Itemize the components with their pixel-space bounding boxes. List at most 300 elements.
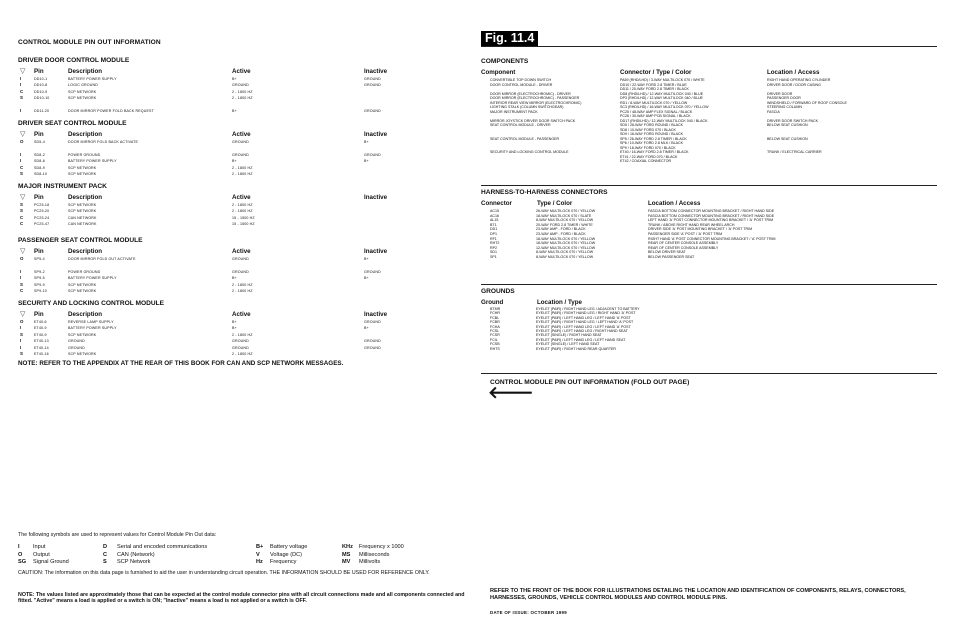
pin-type: O: [20, 319, 24, 324]
pin-type: S: [20, 281, 23, 287]
harness-connector: AL15: [490, 218, 499, 223]
component-name: [490, 159, 620, 163]
component-connector: ET41 / 22-WAY FORD 070 / BLACK: [620, 154, 678, 159]
harness-connector: AC16: [490, 213, 499, 218]
column-header-description: Description: [68, 194, 103, 201]
harness-header-type: Type / Color: [537, 200, 573, 207]
active-value: 2 - 1800 HZ: [232, 352, 253, 357]
inactive-value: B+: [364, 159, 369, 164]
column-header-inactive: Inactive: [364, 68, 388, 75]
harness-type: 18-WAY MULTILOCK 070 / SLATE: [536, 213, 592, 218]
harness-location: LEFT HAND 'A' POST CONNECTOR MOUNTING BRACKET / 'A' POST TRIM: [648, 218, 774, 223]
component-name: [490, 87, 620, 91]
active-value: B+: [232, 276, 237, 281]
active-value: 2 - 1800 HZ: [232, 96, 253, 101]
active-value: GROUND: [232, 257, 249, 261]
pin-type: I: [20, 82, 22, 88]
harness-type: 12-WAY MULTILOCK 070 / YELLOW: [536, 245, 596, 250]
header-rule: [481, 46, 937, 47]
active-value: 2 - 1800 HZ: [232, 89, 253, 94]
component-name: CONVERTIBLE TOP DOWN SWITCH: [490, 78, 552, 82]
pin-number: ET40-9: [34, 326, 47, 331]
pin-description: CAN NETWORK: [68, 215, 97, 220]
pin-row: [20, 221, 434, 227]
inactive-value: [364, 221, 434, 227]
pin-description: DOOR MIRROR FOLD BACK ACTIVATE: [68, 140, 139, 144]
inactive-value: GROUND: [364, 345, 381, 350]
active-value: GROUND: [232, 339, 249, 344]
triangle-icon: ▽: [20, 311, 26, 318]
pin-number: PC25-47: [34, 222, 50, 227]
pin-number: SD8-2: [34, 152, 45, 157]
pin-number: DD10-1: [34, 77, 48, 81]
component-location: [767, 132, 932, 136]
active-value: 2 - 1800 HZ: [232, 282, 253, 287]
pin-type: S: [20, 95, 23, 101]
component-name: INTERIOR REAR VIEW MIRROR (ELECTROCHROMIC): [490, 100, 582, 105]
pin-number: SP5-4: [34, 257, 45, 261]
components-header-component: Component: [481, 69, 516, 76]
pin-description: DOOR MIRROR FOLD OUT ACTIVATE: [68, 257, 136, 261]
components-header-connector: Connector / Type / Color: [620, 69, 692, 76]
component-connector: PA59 (RHD/LHD) / 3-WAY MULTILOCK 070 / WHITE: [620, 78, 705, 82]
component-location: RIGHT HAND OPERATING CYLINDER: [767, 78, 831, 82]
section-title: SECURITY AND LOCKING CONTROL MODULE: [18, 300, 165, 307]
triangle-icon: ▽: [20, 248, 26, 255]
ground-location: EYELET (SINGLE) / LEFT HAND SEAT: [536, 342, 600, 347]
pin-table: [20, 202, 434, 228]
inactive-value: GROUND: [364, 83, 381, 88]
ground-id: FCBR: [490, 320, 500, 325]
inactive-value: [364, 171, 434, 177]
pin-type: S: [20, 331, 23, 337]
doc-title: CONTROL MODULE PIN OUT INFORMATION: [18, 39, 161, 46]
pin-number: SD5-4: [34, 140, 45, 144]
legend-label: Serial and encoded communications: [117, 544, 208, 550]
harness-type: 8-WAY MULTILOCK 070 / YELLOW: [536, 218, 594, 223]
pin-description: SCP NETWORK: [68, 352, 97, 357]
pin-row: [20, 288, 434, 294]
component-connector: SD8 / 10-WAY FORD 070 / BLACK: [620, 127, 676, 132]
section-title: PASSENGER SEAT CONTROL MODULE: [18, 237, 143, 244]
inactive-value: B+: [364, 140, 369, 144]
component-location: STEERING COLUMN: [767, 105, 802, 109]
column-header-inactive: Inactive: [364, 194, 388, 201]
component-connector: SD9 / 16-WAY FORD ROUND / BLACK: [620, 132, 684, 136]
component-location: FASCIA: [767, 109, 780, 114]
active-value: B+: [232, 326, 237, 331]
component-name: MAJOR INSTRUMENT PACK: [490, 109, 538, 114]
component-connector: DP3 (RHD/LHD) / 12-WAY MULTILOCK 040 / BLUE: [620, 96, 703, 100]
legend-symbol: C: [103, 551, 108, 558]
pin-type: I: [20, 338, 22, 344]
active-value: GROUND: [232, 269, 249, 274]
active-value: 2 - 1800 HZ: [232, 165, 253, 170]
harness-type: 8-WAY MULTILOCK 070 / YELLOW: [536, 254, 594, 259]
harness-type: 20-WAY FORD 2.8 TIMER / WHITE: [536, 222, 593, 227]
pin-description: BATTERY POWER SUPPLY: [68, 77, 117, 81]
legend-symbol: D: [103, 544, 108, 550]
pin-table: [20, 256, 434, 294]
inactive-value: B+: [364, 276, 369, 281]
ground-location: EYELET (PAIR) / RIGHT HAND REAR QUARTER: [536, 346, 617, 351]
harness-type: 8-WAY MULTILOCK 070 / YELLOW: [536, 250, 594, 255]
ground-id: FCBL: [490, 315, 500, 320]
pin-number: SD8-9: [34, 165, 45, 170]
harness-connector: AC15: [490, 209, 499, 213]
harness-header-location: Location / Access: [648, 200, 701, 207]
harness-location: RIGHT HAND 'A' POST CONNECTOR MOUNTING BRACKET / 'A' POST TRIM: [648, 236, 776, 241]
pin-description: SCP NETWORK: [68, 89, 97, 94]
harness-title: HARNESS-TO-HARNESS CONNECTORS: [481, 189, 608, 196]
component-name: MIRROR JOYSTICK DRIVER DOOR SWITCH PACK: [490, 118, 576, 123]
harness-location: FASCIA BOTTOM CONNECTOR MOUNTING BRACKET / RIGHT HAND SIDE: [648, 213, 775, 218]
component-name: [490, 141, 620, 145]
grounds-list: [490, 307, 836, 351]
harness-connector: RF1: [490, 236, 497, 241]
active-value: 2 - 1800 HZ: [232, 209, 253, 214]
triangle-icon: ▽: [20, 68, 26, 75]
caution-text: CAUTION: The information on this data page is furnished to aid the user in understanding circuit operation. THE INFORMATION SHOULD BE USED FOR REFERENCE ONLY.: [18, 570, 430, 576]
pin-number: SP9-5: [34, 276, 45, 281]
triangle-icon: ▽: [20, 131, 26, 138]
pin-type: S: [20, 351, 23, 357]
pin-type: S: [20, 171, 23, 177]
pin-description: BATTERY POWER SUPPLY: [68, 326, 117, 331]
column-header-active: Active: [232, 311, 251, 318]
pin-table: [20, 319, 434, 357]
component-connector: DD8 (RHD/LHD) / 12-WAY MULTILOCK 040 / BLUE: [620, 91, 704, 96]
component-connector: PC26 / 30-WAY AMP PCB SIGNAL / BLACK: [620, 114, 691, 118]
harness-connector: SP1: [490, 254, 497, 259]
pin-description: SCP NETWORK: [68, 332, 97, 337]
component-connector: DD10 / 22-WAY FORD 2.8 TIMER / BLUE: [620, 82, 687, 87]
active-value: 2 - 1800 HZ: [232, 289, 253, 294]
ground-id: FCIL: [490, 337, 498, 342]
column-header-pin: Pin: [34, 311, 44, 318]
pin-type: S: [20, 202, 23, 207]
harness-header-connector: Connector: [481, 200, 512, 207]
ground-location: EYELET (PAIR) / LEFT HAND LEG / LEFT HAND 'A' POST: [536, 315, 631, 320]
harness-connector: DD1: [490, 227, 498, 232]
legend-label: Output: [33, 551, 50, 558]
inactive-value: GROUND: [364, 339, 381, 344]
grounds-title: GROUNDS: [481, 288, 515, 295]
harness-rule: [481, 185, 937, 186]
column-header-active: Active: [232, 68, 251, 75]
harness-location: REAR OF CENTER CONSOLE ASSEMBLY: [648, 241, 719, 246]
component-location: [767, 155, 932, 159]
pin-number: DD10-8: [34, 83, 48, 88]
harness-list: [490, 209, 938, 259]
legend-label: SCP Network: [117, 559, 151, 565]
active-value: B+: [232, 159, 237, 164]
legend-symbol: SG: [18, 559, 27, 565]
column-header-active: Active: [232, 194, 251, 201]
components-header-location: Location / Access: [767, 69, 820, 76]
pin-description: SCP NETWORK: [68, 96, 97, 101]
component-connector: DD17 (RHD/LHD) / 12-WAY MULTILOCK 040 / BLACK: [620, 118, 708, 123]
component-name: LIGHTING STALK (COLUMN SWITCHGEAR): [490, 105, 564, 109]
pin-description: BATTERY POWER SUPPLY: [68, 276, 117, 281]
column-header-active: Active: [232, 248, 251, 255]
column-header-inactive: Inactive: [364, 311, 388, 318]
reference-note: REFER TO THE FRONT OF THE BOOK FOR ILLUSTRATIONS DETAILING THE LOCATION AND IDENTIFICATION OF COMPONENTS, RELAYS, CONNECTORS, HARNESSES, GROUNDS, VEHICLE CONTROL MODULES AND CONTROL MODULE PINS.: [490, 588, 906, 601]
active-value: 2 - 1800 HZ: [232, 203, 253, 207]
pin-description: POWER GROUND: [68, 152, 101, 157]
component-location: [767, 141, 932, 145]
component-name: DOOR MIRROR (ELECTROCHROMIC) - DRIVER: [490, 91, 571, 96]
section-title: DRIVER SEAT CONTROL MODULE: [18, 120, 127, 127]
pin-table: [20, 76, 434, 114]
harness-connector: RHT2: [490, 241, 500, 246]
column-header-pin: Pin: [34, 194, 44, 201]
column-header-pin: Pin: [34, 68, 44, 75]
active-value: 15 - 1500 HZ: [232, 215, 255, 220]
column-header-description: Description: [68, 311, 103, 318]
legend-label: Milliseconds: [359, 551, 390, 558]
ground-location: EYELET (SINGLE) / RIGHT HAND SEAT: [536, 333, 602, 338]
pin-description: BATTERY POWER SUPPLY: [68, 159, 117, 164]
harness-connector: BT1: [490, 222, 497, 227]
fold-out-rule: [481, 373, 937, 374]
component-location: [767, 114, 932, 118]
legend-label: Frequency x 1000: [359, 544, 404, 550]
ground-id: FCHA: [490, 324, 500, 329]
component-name: DOOR MIRROR (ELECTROCHROMIC) - PASSENGER: [490, 96, 580, 100]
grounds-rule: [481, 284, 937, 285]
pin-number: SP9-2: [34, 269, 45, 274]
ground-location: EYELET (PAIR) / RIGHT HAND LEG / ADJACENT TO BATTERY: [536, 307, 640, 311]
pin-type: C: [20, 221, 24, 227]
harness-type: 23-WAY AMP - FORD / BLACK: [536, 231, 586, 236]
column-header-pin: Pin: [34, 248, 44, 255]
component-location: BELOW SEAT CUSHION: [767, 136, 808, 141]
pin-type: I: [20, 151, 22, 157]
component-connector: SC3 (RHD/LHD) / 16-WAY MULTILOCK 070 / YELLOW: [620, 105, 709, 109]
component-location: DRIVER DOOR / DOOR CASING: [767, 82, 821, 87]
component-name: [490, 132, 620, 136]
pin-type: S: [20, 208, 23, 214]
pin-type: C: [20, 214, 24, 220]
ground-location: EYELET (PAIR) / LEFT HAND LEG / RIGHT HAND SEAT: [536, 328, 628, 333]
pin-number: PC25-18: [34, 203, 50, 207]
component-location: DRIVER DOOR SWITCH PACK: [767, 118, 819, 123]
triangle-icon: ▽: [20, 194, 26, 201]
inactive-value: B+: [364, 326, 369, 331]
pin-description: SCP NETWORK: [68, 165, 97, 170]
pin-number: SD8-6: [34, 159, 45, 164]
component-name: SECURITY AND LOCKING CONTROL MODULE: [490, 150, 569, 154]
inactive-value: GROUND: [364, 109, 381, 114]
inactive-value: GROUND: [364, 269, 381, 274]
harness-location: TRUNK / ABOVE RIGHT HAND REAR WHEEL ARCH: [648, 222, 735, 227]
ground-id: BTMR: [490, 307, 501, 311]
inactive-value: [364, 351, 434, 357]
pin-row: [20, 108, 434, 114]
ground-id: FCSB: [490, 342, 500, 347]
component-location: PASSENGER DOOR: [767, 96, 801, 100]
column-header-inactive: Inactive: [364, 248, 388, 255]
arrow-left-icon: 🡐: [488, 383, 534, 403]
legend-symbol: B+: [256, 544, 264, 550]
column-header-inactive: Inactive: [364, 131, 388, 138]
component-name: [490, 146, 620, 150]
inactive-value: GROUND: [364, 152, 381, 157]
legend-label: Battery voltage: [270, 544, 308, 550]
pin-row: [20, 171, 434, 177]
active-value: B+: [232, 109, 237, 114]
legend-symbol: O: [18, 551, 23, 558]
harness-type: 26-WAY MULTILOCK 070 / YELLOW: [536, 209, 596, 213]
pin-description: SCP NETWORK: [68, 289, 97, 294]
component-connector: SD5 / 26-WAY FORD ROUND / BLACK: [620, 123, 684, 127]
inactive-value: [364, 288, 434, 294]
pin-type: I: [20, 275, 22, 281]
inactive-value: B+: [364, 257, 369, 261]
ground-location: EYELET (PAIR) / RIGHT HAND LEG / LEFT HAND 'A' POST: [536, 320, 634, 325]
pin-number: ET40-9: [34, 332, 47, 337]
pin-number: ET40-13: [34, 339, 49, 344]
component-connector: DD11 / 20-WAY FORD 2.8 TIMER / BLACK: [620, 87, 689, 91]
active-value: GROUND: [232, 140, 249, 144]
pin-description: POWER GROUND: [68, 269, 101, 274]
legend-label: Voltage (DC): [270, 551, 303, 558]
ground-id: RHTS: [490, 346, 500, 351]
section-title: MAJOR INSTRUMENT PACK: [18, 183, 107, 190]
component-name: [490, 155, 620, 159]
component-name: SEAT CONTROL MODULE - PASSENGER: [490, 136, 560, 141]
legend-symbol: I: [18, 544, 20, 550]
section-title: DRIVER DOOR CONTROL MODULE: [18, 57, 130, 64]
ground-id: FCHR: [490, 311, 500, 316]
active-value: GROUND: [232, 83, 249, 88]
harness-connector: RP2: [490, 245, 497, 250]
components-title: COMPONENTS: [481, 58, 529, 65]
pin-description: SCP NETWORK: [68, 172, 97, 177]
ground-location: EYELET (PAIR) / LEFT HAND LEG / LEFT HAND SEAT: [536, 337, 626, 342]
active-value: GROUND: [232, 345, 249, 350]
date-of-issue: DATE OF ISSUE: OCTOBER 1999: [490, 610, 567, 615]
pin-number: SP9-10: [34, 289, 47, 294]
component-connector: ET40 / 16-WAY FORD 2.8 TIMER / BLACK: [620, 150, 689, 154]
legend-symbol: S: [103, 559, 107, 565]
pin-number: SP9-9: [34, 282, 45, 287]
pin-number: DD10-10: [34, 96, 50, 101]
component-name: DOOR CONTROL MODULE - DRIVER: [490, 82, 553, 87]
column-header-description: Description: [68, 248, 103, 255]
pin-number: ET40-16: [34, 352, 49, 357]
component-location: [767, 159, 932, 163]
pin-type: I: [20, 108, 22, 114]
pin-table: [20, 139, 434, 177]
pin-number: SD8-10: [34, 172, 48, 177]
pin-description: SCP NETWORK: [68, 203, 97, 207]
component-connector: PC25 / 48-WAY AMP FLEX SIGNAL / BLACK: [620, 109, 693, 114]
figure-label: Fig. 11.4: [481, 31, 538, 46]
component-connector: SP9 / 18-WAY FORD 070 / BLACK: [620, 145, 676, 150]
active-value: GROUND: [232, 152, 249, 157]
harness-location: BELOW DRIVER SEAT: [648, 250, 686, 255]
component-connector: ET42 / COAXIAL CONNECTOR: [620, 159, 672, 163]
component-name: [490, 114, 620, 118]
pin-number: DD10-9: [34, 89, 48, 94]
component-location: [767, 128, 932, 132]
component-name: SEAT CONTROL MODULE - DRIVER: [490, 123, 551, 127]
legend-symbol: V: [256, 551, 260, 558]
pin-description: GROUND: [68, 345, 85, 350]
ground-location: EYELET (PAIR) / LEFT HAND LEG / LEFT HAND 'A' POST: [536, 324, 631, 329]
harness-connector: DP1: [490, 231, 497, 236]
pin-type: O: [20, 256, 24, 261]
active-value: B+: [232, 320, 237, 324]
legend-label: Input: [33, 544, 46, 550]
component-location: WINDSHIELD / FORWARD OF ROOF CONSOLE: [767, 100, 847, 105]
pin-type: C: [20, 288, 24, 294]
pin-number: ET40-14: [34, 345, 49, 350]
harness-location: FASCIA BOTTOM CONNECTOR MOUNTING BRACKET / RIGHT HAND SIDE: [648, 209, 775, 213]
component-connector: SP6 / 10-WAY FORD 2.8 MLK / BLACK: [620, 141, 684, 145]
pin-number: ET40-6: [34, 320, 47, 324]
fold-out-label: CONTROL MODULE PIN OUT INFORMATION (FOLD OUT PAGE): [490, 379, 690, 386]
legend-symbol: MS: [342, 551, 351, 558]
legend-symbol: MV: [342, 559, 351, 565]
pin-description: SCP NETWORK: [68, 282, 97, 287]
component-name: [490, 128, 620, 132]
pin-type: C: [20, 88, 24, 94]
component-connector: SP5 / 26-WAY FORD 2.8 TIMER / BLACK: [620, 136, 687, 141]
pin-number: DD11-20: [34, 109, 50, 114]
grounds-header-ground: Ground: [481, 299, 504, 306]
pin-type: I: [20, 268, 22, 274]
active-value: 2 - 1800 HZ: [232, 172, 253, 177]
harness-location: REAR OF CENTER CONSOLE ASSEMBLY: [648, 245, 719, 250]
component-location: BELOW SEAT CUSHION: [767, 123, 808, 127]
legend-intro: The following symbols are used to represent values for Control Module Pin Out data:: [18, 532, 217, 538]
pin-row: [20, 351, 434, 357]
harness-type: 18-WAY MULTILOCK 070 / YELLOW: [536, 241, 596, 246]
pin-type: I: [20, 325, 22, 331]
legend-symbol: KHz: [342, 544, 353, 550]
ground-id: FCSR: [490, 333, 500, 338]
pin-type: I: [20, 344, 22, 350]
harness-connector: SD1: [490, 250, 497, 255]
component-location: [767, 87, 932, 91]
pin-type: I: [20, 158, 22, 164]
component-connector: RD1 / 8-WAY MULTILOCK 070 / YELLOW: [620, 100, 688, 105]
pin-number: PC25-20: [34, 209, 50, 214]
pin-description: GROUND: [68, 339, 85, 344]
pin-description: DOOR MIRROR POWER FOLD BACK REQUEST: [68, 109, 154, 114]
column-header-description: Description: [68, 131, 103, 138]
appendix-note: NOTE: REFER TO THE APPENDIX AT THE REAR OF THIS BOOK FOR CAN AND SCP NETWORK MESSAGES.: [18, 360, 344, 367]
components-list: [490, 78, 932, 163]
values-note: NOTE: The values listed are approximately those that can be expected at the control module connector pins with all circuit connections made and all components connected and fitted. "Active" means a load is applied or a switch is ON; "Inactive" means a load is not applied or a switch is OFF.: [18, 592, 465, 605]
ground-location: EYELET (PAIR) / RIGHT HAND LEG / RIGHT HAND 'A' POST: [536, 311, 636, 316]
pin-description: REVERSE LAMP SUPPLY: [68, 320, 114, 324]
component-location: TRUNK / ELECTRICAL CARRIER: [767, 150, 822, 154]
column-header-pin: Pin: [34, 131, 44, 138]
legend-label: CAN (Network): [117, 551, 155, 558]
harness-location: BELOW PASSENGER SEAT: [648, 254, 695, 259]
column-header-description: Description: [68, 68, 103, 75]
component-location: [767, 146, 932, 150]
harness-location: DRIVER SIDE 'A' POST MOUNTING BRACKET / 'A' POST TRIM: [648, 227, 753, 232]
harness-type: 18-WAY MULTILOCK 070 / YELLOW: [536, 236, 596, 241]
active-value: 15 - 1500 HZ: [232, 222, 255, 227]
pin-description: CAN NETWORK: [68, 222, 97, 227]
grounds-header-location: Location / Type: [537, 299, 582, 306]
